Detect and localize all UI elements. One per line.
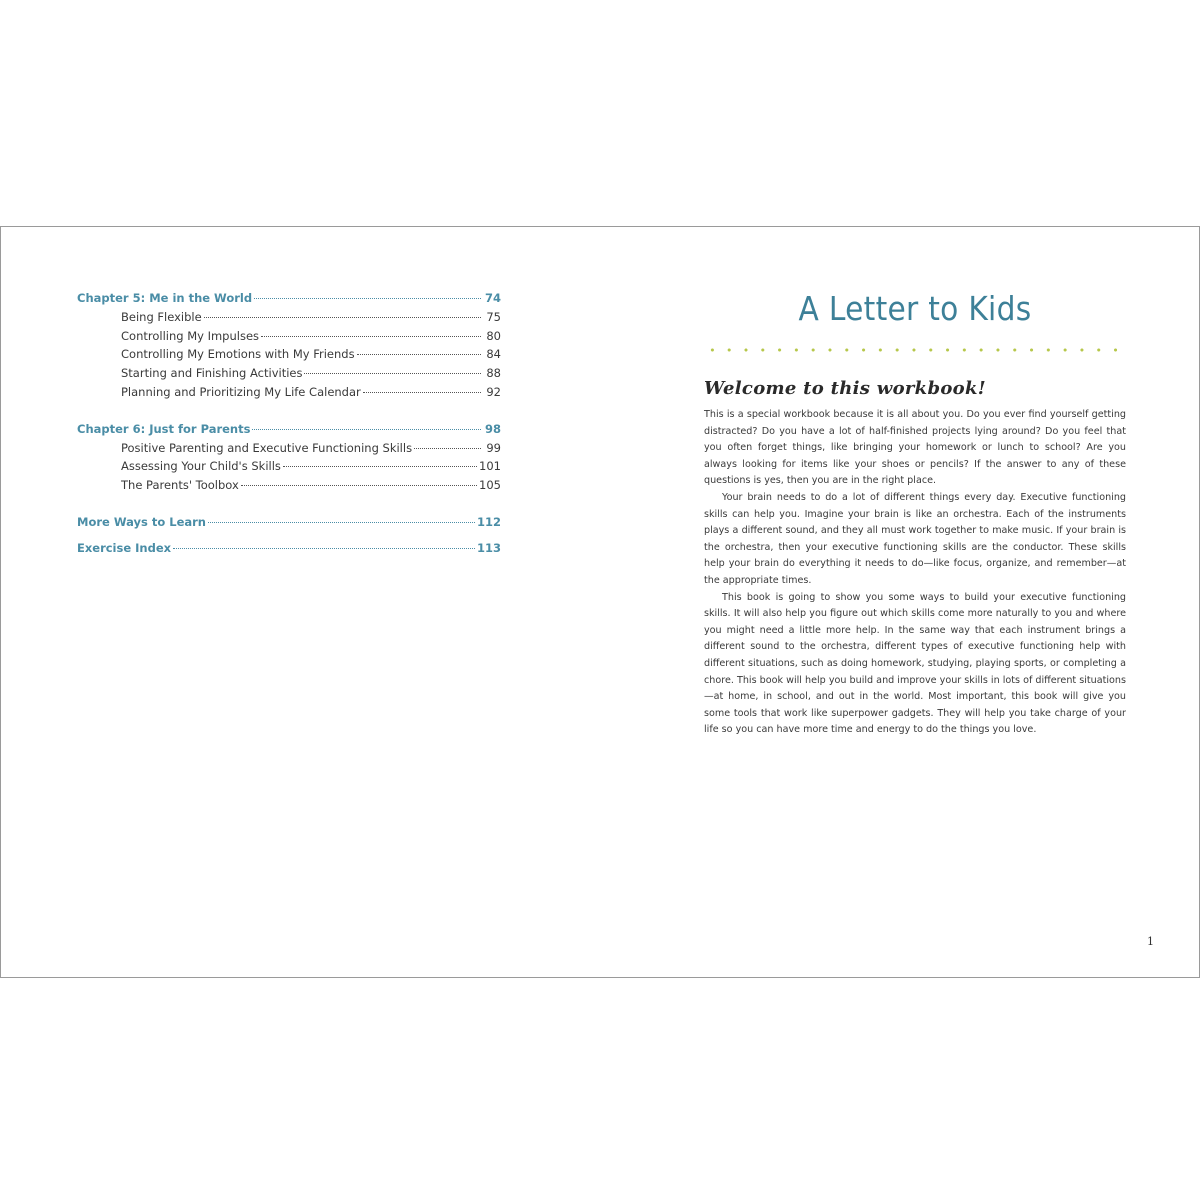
toc-section-entry[interactable] (77, 478, 501, 497)
dot-leader (173, 548, 475, 549)
toc-chapter-group (77, 291, 501, 404)
dot-leader (241, 485, 477, 486)
toc-extras (77, 515, 501, 567)
dot-leader (261, 336, 481, 337)
dotted-divider (704, 348, 1126, 352)
dot-leader (357, 354, 481, 355)
toc-page-number: 84 (486, 347, 501, 362)
toc-page-number: 112 (476, 514, 501, 529)
toc-page-number: 98 (484, 421, 501, 436)
toc-chapter-entry[interactable] (77, 291, 501, 310)
table-of-contents (77, 291, 501, 567)
toc-page-number: 101 (479, 459, 501, 474)
dot-leader (204, 317, 481, 318)
dot-leader (208, 522, 475, 523)
toc-page-number: 74 (484, 291, 501, 305)
book-spread (0, 226, 1200, 978)
dot-leader (283, 466, 477, 467)
toc-section-entry[interactable] (77, 441, 501, 460)
toc-extra-title: More Ways to Learn (77, 514, 206, 529)
toc-section-entry[interactable] (77, 347, 501, 366)
toc-extra-title: Exercise Index (77, 540, 172, 555)
page-number: 1 (1147, 935, 1154, 948)
toc-page-number: 88 (486, 366, 501, 381)
toc-chapter-title: Chapter 5: Me in the World (77, 291, 253, 305)
dot-leader (252, 429, 481, 430)
toc-page-number: 105 (479, 478, 501, 493)
dot-leader (304, 373, 481, 374)
toc-section-title: Planning and Prioritizing My Life Calendar (121, 384, 361, 399)
letter-paragraph: This is a special workbook because it is all about you. Do you ever find yourself getting distracted? Do you have a lot of half-finished projects lying around? Do you feel that you often forget things, like bringing your homework or lunch to school? Are you always looking for items like your shoes or pencils? If the answer to any of these questions is yes, then you are in the right place. (704, 409, 1126, 487)
toc-section-title: Controlling My Impulses (121, 328, 260, 343)
toc-section-entry[interactable] (77, 310, 501, 329)
letter-title: A Letter to Kids (798, 289, 1032, 328)
toc-extra-entry[interactable] (77, 541, 501, 567)
toc-section-title: The Parents' Toolbox (121, 478, 239, 493)
toc-section-title: Controlling My Emotions with My Friends (121, 347, 355, 362)
toc-section-entry[interactable] (77, 366, 501, 385)
toc-section-entry[interactable] (77, 329, 501, 348)
toc-page-number: 99 (486, 440, 501, 455)
toc-section-title: Starting and Finishing Activities (121, 366, 303, 381)
toc-section-title: Positive Parenting and Executive Functioning Skills (121, 440, 413, 455)
toc-section-title: Assessing Your Child's Skills (121, 459, 281, 474)
dot-leader (363, 392, 481, 393)
toc-chapter-title: Chapter 6: Just for Parents (77, 421, 251, 436)
toc-chapter-entry[interactable] (77, 422, 501, 441)
letter-paragraph: Your brain needs to do a lot of different things every day. Executive functioning skills can help you. Imagine your brain is like an orchestra. Each of the instruments plays a different sound, and they all must work together to make music. If your brain is the orchestra, then your executive functioning skills are the conductor. These skills help your brain do everything it needs to do—like focus, organize, and remember—at the appropriate times. (704, 491, 1126, 586)
toc-page-number: 80 (486, 328, 501, 343)
toc-page-number: 75 (486, 309, 501, 324)
dot-leader (414, 448, 481, 449)
toc-page-number: 92 (486, 384, 501, 399)
letter-page (704, 289, 1126, 739)
toc-section-entry[interactable] (77, 385, 501, 404)
dot-leader (254, 298, 481, 299)
toc-section-title: Being Flexible (121, 309, 202, 324)
toc-section-entry[interactable] (77, 459, 501, 478)
letter-subtitle: Welcome to this workbook! (704, 378, 986, 399)
toc-chapter-group (77, 422, 501, 497)
toc-page-number: 113 (476, 540, 501, 555)
toc-extra-entry[interactable] (77, 515, 501, 541)
letter-paragraph: This book is going to show you some ways to build your executive functioning skills. It will also help you figure out which skills come more naturally to you and where you might need a little more help. In the same way that each instrument brings a different sound to the orchestra, different types of executive functioning help with different situations, such as doing homework, studying, playing sports, or completing a chore. This book will help you build and improve your skills in lots of different situations—at home, in school, and out in the world. Most important, this book will give you some tools that work like superpower gadgets. They will help you take charge of your life so you can have more time and energy to do the things you love. (704, 591, 1126, 736)
